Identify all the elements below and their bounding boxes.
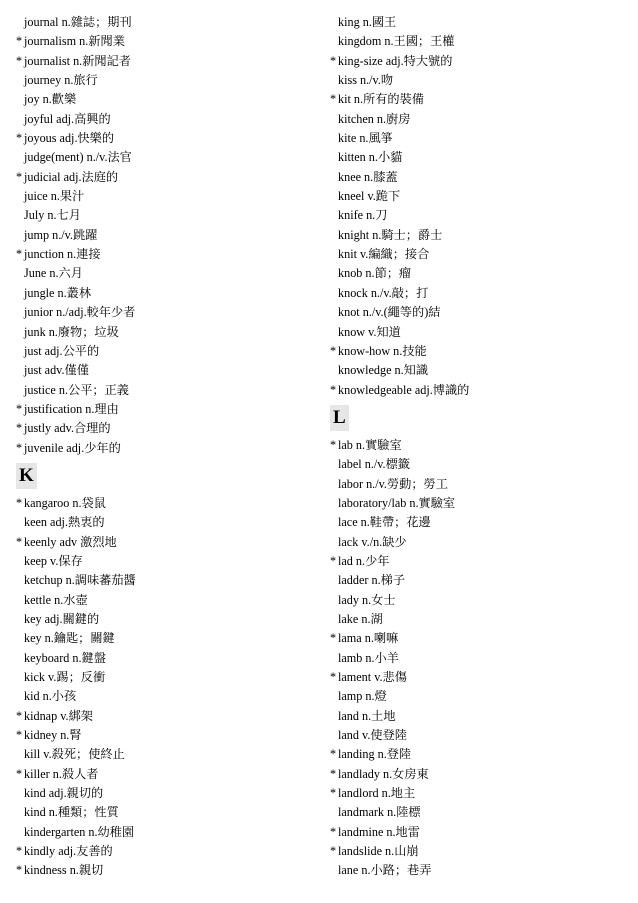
vocab-entry [16, 668, 316, 687]
vocab-entry [16, 765, 316, 784]
entry-text: juice n.果汁 [24, 189, 85, 204]
vocab-entry [330, 323, 630, 342]
vocab-entry [16, 110, 316, 129]
entry-text: landlady n.女房東 [338, 766, 429, 781]
entry-text: July n.七月 [24, 208, 81, 223]
vocab-entry [16, 187, 316, 206]
entry-text: killer n.殺人者 [24, 766, 99, 781]
entry-text: kind n.種類；性質 [24, 805, 119, 820]
vocab-entry [330, 591, 630, 610]
vocab-entry [330, 533, 630, 552]
vocab-entry [330, 129, 630, 148]
asterisk-marker: * [16, 708, 23, 723]
section-heading [16, 458, 316, 494]
vocab-entry [16, 726, 316, 745]
vocab-entry [16, 206, 316, 225]
entry-text: knowledge n.知識 [338, 363, 429, 378]
entry-text: landlord n.地主 [338, 786, 416, 801]
entry-text: know-how n.技能 [338, 343, 427, 358]
asterisk-marker: * [330, 437, 337, 452]
asterisk-marker: * [330, 824, 337, 839]
vocab-entry [330, 342, 630, 361]
vocab-entry [16, 71, 316, 90]
entry-text: kite n.風箏 [338, 131, 393, 146]
entry-text: kill v.殺死；使終止 [24, 747, 125, 762]
vocab-entry [330, 610, 630, 629]
entry-text: kindergarten n.幼稚園 [24, 824, 135, 839]
vocab-entry [330, 361, 630, 380]
entry-text: kingdom n.王國；王權 [338, 34, 455, 49]
vocab-entry [330, 52, 630, 71]
entry-text: know v.知道 [338, 324, 401, 339]
entry-text: keen adj.熱衷的 [24, 515, 105, 530]
asterisk-marker: * [16, 440, 23, 455]
vocab-entry [330, 842, 630, 861]
entry-text: justice n.公平；正義 [24, 382, 129, 397]
vocab-entry [330, 13, 630, 32]
asterisk-marker: * [330, 92, 337, 107]
entry-text: knowledgeable adj.博識的 [338, 382, 470, 397]
entry-text: lake n.湖 [338, 611, 383, 626]
entry-text: justly adv.合理的 [24, 421, 111, 436]
vocab-entry [330, 381, 630, 400]
entry-text: kit n.所有的裝備 [338, 92, 424, 107]
vocab-entry [16, 13, 316, 32]
vocab-entry [16, 342, 316, 361]
vocab-entry [330, 90, 630, 109]
entry-text: journalist n.新聞記者 [24, 53, 131, 68]
vocab-entry [16, 148, 316, 167]
entry-text: knot n./v.(繩等的)結 [338, 305, 441, 320]
entry-text: lane n.小路；巷弄 [338, 863, 432, 878]
asterisk-marker: * [330, 766, 337, 781]
asterisk-marker: * [16, 401, 23, 416]
asterisk-marker: * [16, 247, 23, 262]
entry-text: judicial adj.法庭的 [24, 169, 119, 184]
vocab-entry [16, 52, 316, 71]
section-heading [330, 400, 630, 436]
entry-text: kindly adj.友善的 [24, 844, 113, 859]
entry-text: kangaroo n.袋鼠 [24, 495, 106, 510]
asterisk-marker: * [16, 863, 23, 878]
section-letter: K [16, 463, 37, 489]
vocab-entry [330, 284, 630, 303]
vocab-entry [16, 439, 316, 458]
vocab-entry [16, 400, 316, 419]
asterisk-marker: * [16, 421, 23, 436]
entry-text: land n.土地 [338, 708, 396, 723]
entry-text: jungle n.叢林 [24, 285, 92, 300]
vocab-entry [330, 707, 630, 726]
vocab-entry [16, 571, 316, 590]
vocab-entry [16, 168, 316, 187]
vocab-entry [330, 455, 630, 474]
entry-text: knit v.編織；接合 [338, 247, 430, 262]
entry-text: judge(ment) n./v.法官 [24, 150, 132, 165]
entry-text: knee n.膝蓋 [338, 169, 398, 184]
vocab-entry [330, 649, 630, 668]
left-column [16, 13, 316, 881]
entry-text: just adj.公平的 [24, 343, 100, 358]
entry-text: landslide n.山崩 [338, 844, 419, 859]
vocab-entry [16, 552, 316, 571]
vocab-entry [330, 110, 630, 129]
asterisk-marker: * [16, 34, 23, 49]
vocab-entry [16, 361, 316, 380]
vocab-entry [16, 803, 316, 822]
asterisk-marker: * [16, 844, 23, 859]
vocab-entry [16, 381, 316, 400]
asterisk-marker: * [330, 670, 337, 684]
entry-text: lab n.實驗室 [338, 437, 402, 452]
vocab-entry [16, 32, 316, 51]
vocab-entry [16, 745, 316, 764]
vocab-entry [330, 148, 630, 167]
entry-text: king-size adj.特大號的 [338, 53, 453, 68]
vocab-entry [16, 533, 316, 552]
entry-text: kneel v.跪下 [338, 189, 401, 204]
vocab-entry [16, 245, 316, 264]
vocab-entry [16, 861, 316, 880]
vocab-entry [330, 264, 630, 283]
entry-text: junction n.連接 [24, 247, 101, 262]
asterisk-marker: * [16, 766, 23, 781]
entry-text: kid n.小孩 [24, 689, 77, 704]
right-column [330, 13, 630, 881]
vocab-entry [330, 187, 630, 206]
asterisk-marker: * [16, 495, 23, 510]
entry-text: knife n.刀 [338, 208, 388, 223]
vocab-entry [330, 571, 630, 590]
entry-text: kidnap v.綁架 [24, 708, 93, 723]
vocab-entry [16, 629, 316, 648]
entry-text: jump n./v.跳躍 [24, 227, 98, 242]
entry-text: lama n.喇嘛 [338, 631, 399, 646]
vocab-entry [330, 765, 630, 784]
entry-text: justification n.理由 [24, 401, 119, 416]
vocab-entry [330, 303, 630, 322]
asterisk-marker: * [330, 53, 337, 68]
entry-text: landmine n.地雷 [338, 824, 420, 839]
asterisk-marker: * [16, 169, 23, 184]
vocab-entry [16, 323, 316, 342]
asterisk-marker: * [330, 747, 337, 762]
entry-text: knight n.騎士；爵士 [338, 227, 443, 242]
entry-text: lamb n.小羊 [338, 650, 399, 665]
vocab-entry [330, 436, 630, 455]
vocab-entry [330, 494, 630, 513]
vocab-entry [16, 226, 316, 245]
entry-text: just adv.僅僅 [24, 363, 89, 378]
entry-text: knob n.節；瘤 [338, 266, 412, 281]
vocab-entry [16, 591, 316, 610]
vocab-entry [16, 494, 316, 513]
vocab-entry [16, 649, 316, 668]
vocab-entry [330, 475, 630, 494]
entry-text: key n.鑰匙；關鍵 [24, 631, 115, 646]
asterisk-marker: * [330, 844, 337, 859]
entry-text: kind adj.親切的 [24, 786, 104, 801]
entry-text: junior n./adj.較年少者 [24, 305, 136, 320]
entry-text: lament v.悲傷 [338, 670, 407, 684]
entry-text: landmark n.陸標 [338, 805, 421, 820]
asterisk-marker: * [330, 631, 337, 646]
entry-text: knock n./v.敲；打 [338, 285, 429, 300]
vocab-entry [16, 419, 316, 438]
asterisk-marker: * [330, 786, 337, 801]
vocab-entry [330, 629, 630, 648]
vocab-entry [330, 823, 630, 842]
entry-text: labor n./v.勞動；勞工 [338, 476, 448, 491]
asterisk-marker: * [330, 343, 337, 358]
entry-text: joy n.歡樂 [24, 92, 77, 107]
vocab-entry [16, 513, 316, 532]
vocab-entry [330, 726, 630, 745]
vocab-entry [330, 71, 630, 90]
entry-text: lace n.鞋帶；花邊 [338, 515, 431, 530]
entry-text: keenly adv 激烈地 [24, 534, 117, 549]
entry-text: laboratory/lab n.實驗室 [338, 495, 456, 510]
vocab-entry [330, 32, 630, 51]
vocab-entry [16, 90, 316, 109]
vocab-entry [16, 784, 316, 803]
entry-text: kidney n.腎 [24, 728, 82, 743]
vocab-entry [330, 803, 630, 822]
vocab-entry [16, 707, 316, 726]
vocab-entry [330, 861, 630, 880]
entry-text: joyful adj.高興的 [24, 111, 111, 126]
section-letter: L [330, 405, 349, 431]
vocab-entry [16, 842, 316, 861]
entry-text: June n.六月 [24, 266, 83, 281]
vocab-entry [330, 168, 630, 187]
entry-text: kiss n./v.吻 [338, 73, 394, 88]
vocab-entry [16, 284, 316, 303]
entry-text: land v.使登陸 [338, 728, 407, 743]
asterisk-marker: * [330, 382, 337, 397]
entry-text: juvenile adj.少年的 [24, 440, 121, 455]
entry-text: lady n.女士 [338, 592, 396, 607]
vocab-entry [16, 687, 316, 706]
entry-text: ketchup n.調味蕃茄醬 [24, 573, 136, 588]
vocab-entry [16, 823, 316, 842]
entry-text: king n.國王 [338, 15, 397, 29]
entry-text: kettle n.水壺 [24, 592, 88, 607]
entry-text: kick v.踢；反衝 [24, 670, 106, 684]
vocab-entry [16, 129, 316, 148]
entry-text: lad n.少年 [338, 553, 390, 568]
entry-text: journalism n.新聞業 [24, 34, 125, 49]
vocab-entry [330, 668, 630, 687]
entry-text: junk n.廢物；垃圾 [24, 324, 119, 339]
vocab-entry [330, 245, 630, 264]
entry-text: lamp n.燈 [338, 689, 387, 704]
asterisk-marker: * [16, 131, 23, 146]
entry-text: journal n.雜誌；期刊 [24, 15, 132, 29]
entry-text: keep v.保存 [24, 553, 83, 568]
vocab-entry [330, 226, 630, 245]
entry-text: key adj.關鍵的 [24, 611, 100, 626]
vocab-entry [330, 552, 630, 571]
asterisk-marker: * [16, 728, 23, 743]
asterisk-marker: * [16, 534, 23, 549]
entry-text: kindness n.親切 [24, 863, 104, 878]
entry-text: landing n.登陸 [338, 747, 412, 762]
entry-text: journey n.旅行 [24, 73, 98, 88]
entry-text: joyous adj.快樂的 [24, 131, 115, 146]
vocab-entry [16, 264, 316, 283]
vocab-entry [330, 745, 630, 764]
entry-text: label n./v.標籤 [338, 457, 410, 472]
entry-text: kitten n.小貓 [338, 150, 403, 165]
vocab-entry [330, 513, 630, 532]
entry-text: ladder n.梯子 [338, 573, 406, 588]
vocab-entry [330, 784, 630, 803]
asterisk-marker: * [330, 553, 337, 568]
vocab-entry [330, 687, 630, 706]
vocab-entry [16, 303, 316, 322]
vocab-entry [16, 610, 316, 629]
entry-text: lack v./n.缺少 [338, 534, 407, 549]
entry-text: kitchen n.廚房 [338, 111, 411, 126]
vocab-entry [330, 206, 630, 225]
entry-text: keyboard n.鍵盤 [24, 650, 106, 665]
asterisk-marker: * [16, 53, 23, 68]
